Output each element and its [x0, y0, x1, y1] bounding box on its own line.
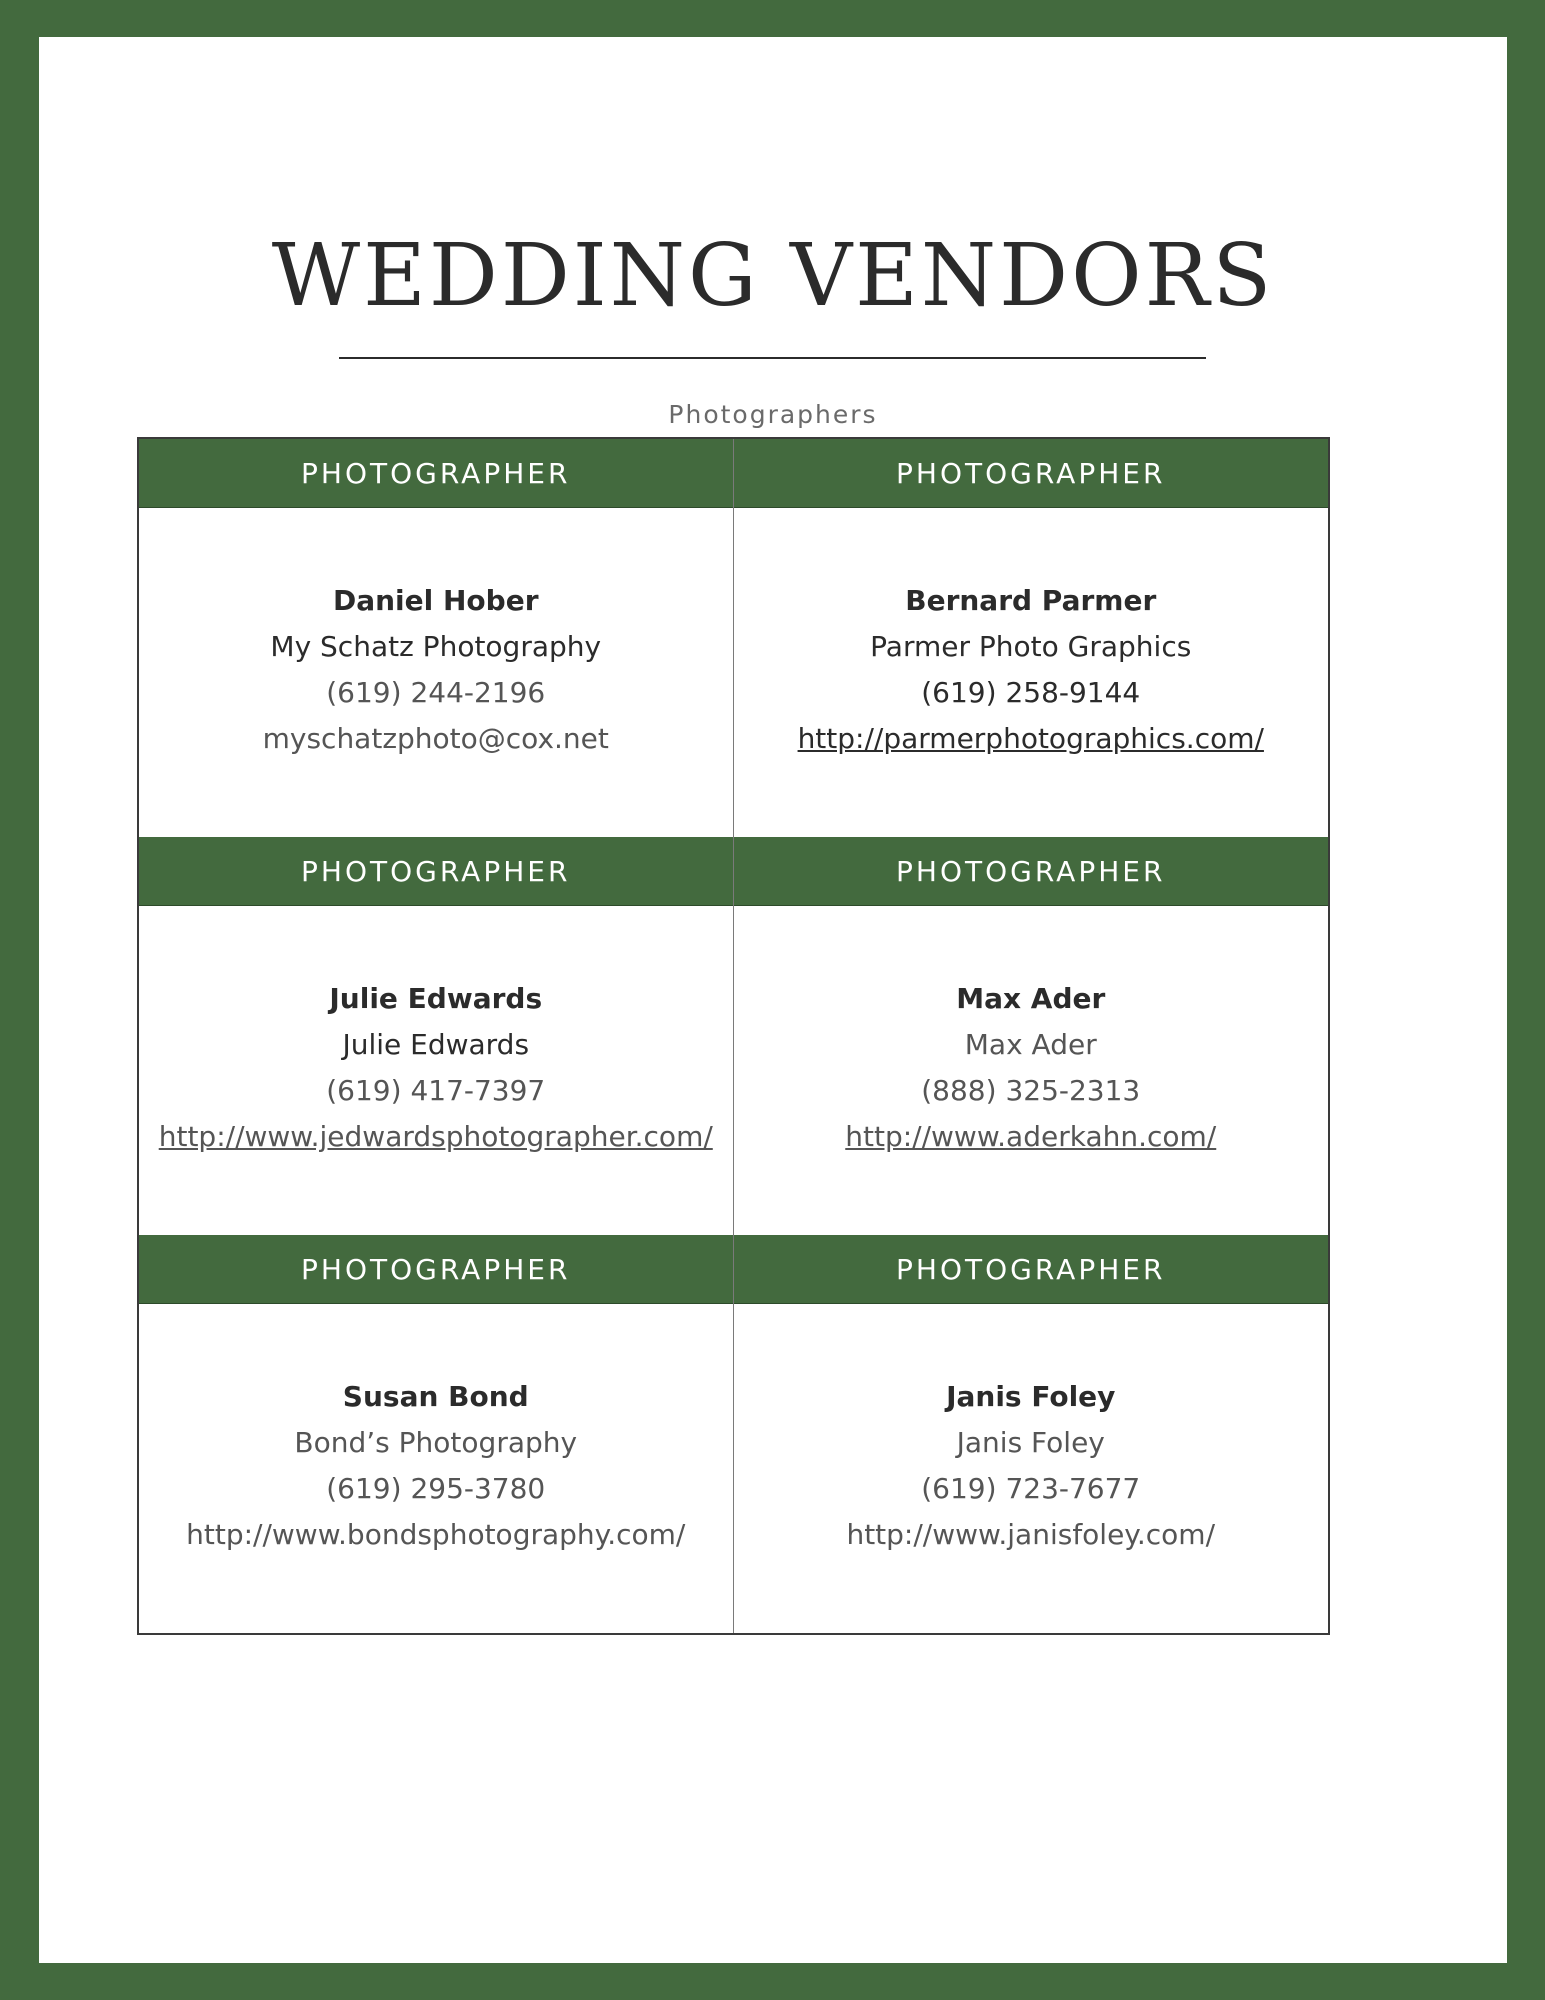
vendor-category-header: PHOTOGRAPHER — [734, 1235, 1329, 1304]
vendor-details — [734, 1304, 1329, 1633]
vendor-details — [139, 1304, 733, 1633]
vendor-company: Julie Edwards — [342, 1027, 530, 1061]
page-subtitle: Photographers — [668, 400, 878, 429]
vendor-name: Janis Foley — [946, 1379, 1116, 1413]
vendor-details — [139, 508, 733, 837]
vendor-phone: (619) 417-7397 — [326, 1073, 546, 1107]
vendor-website-link[interactable]: http://parmerphotographics.com/ — [797, 721, 1264, 755]
title-divider — [339, 357, 1206, 359]
vendor-phone: (888) 325-2313 — [921, 1073, 1141, 1107]
vendor-phone: (619) 258-9144 — [921, 675, 1141, 709]
vendor-card — [139, 1235, 734, 1633]
vendor-email[interactable]: myschatzphoto@cox.net — [262, 721, 609, 755]
vendor-category-header: PHOTOGRAPHER — [734, 439, 1329, 508]
vendor-website-link[interactable]: http://www.jedwardsphotographer.com/ — [158, 1119, 713, 1153]
vendor-card — [734, 1235, 1329, 1633]
vendor-phone: (619) 295-3780 — [326, 1471, 546, 1505]
vendor-card — [734, 837, 1329, 1235]
page-title: WEDDING VENDORS — [271, 226, 1275, 326]
vendor-name: Julie Edwards — [329, 981, 543, 1015]
vendor-category-header: PHOTOGRAPHER — [734, 837, 1329, 906]
vendor-details — [734, 508, 1329, 837]
vendor-card — [139, 837, 734, 1235]
vendor-phone: (619) 723-7677 — [921, 1471, 1141, 1505]
vendor-category-header: PHOTOGRAPHER — [139, 439, 733, 508]
vendor-company: Max Ader — [964, 1027, 1097, 1061]
vendor-details — [734, 906, 1329, 1235]
vendor-category-header: PHOTOGRAPHER — [139, 837, 733, 906]
vendor-card — [139, 439, 734, 837]
vendor-name: Bernard Parmer — [905, 583, 1157, 617]
vendor-company: Janis Foley — [956, 1425, 1105, 1459]
vendor-card — [734, 439, 1329, 837]
vendor-website[interactable]: http://www.bondsphotography.com/ — [186, 1517, 686, 1551]
vendor-phone: (619) 244-2196 — [326, 675, 546, 709]
vendor-company: My Schatz Photography — [270, 629, 602, 663]
vendor-details — [139, 906, 733, 1235]
vendor-website-link[interactable]: http://www.aderkahn.com/ — [845, 1119, 1217, 1153]
vendor-name: Susan Bond — [342, 1379, 529, 1413]
vendor-table — [137, 437, 1330, 1635]
vendor-name: Max Ader — [956, 981, 1106, 1015]
vendor-name: Daniel Hober — [332, 583, 539, 617]
vendor-website[interactable]: http://www.janisfoley.com/ — [846, 1517, 1216, 1551]
vendor-company: Parmer Photo Graphics — [870, 629, 1192, 663]
vendor-company: Bond’s Photography — [294, 1425, 578, 1459]
vendor-category-header: PHOTOGRAPHER — [139, 1235, 733, 1304]
